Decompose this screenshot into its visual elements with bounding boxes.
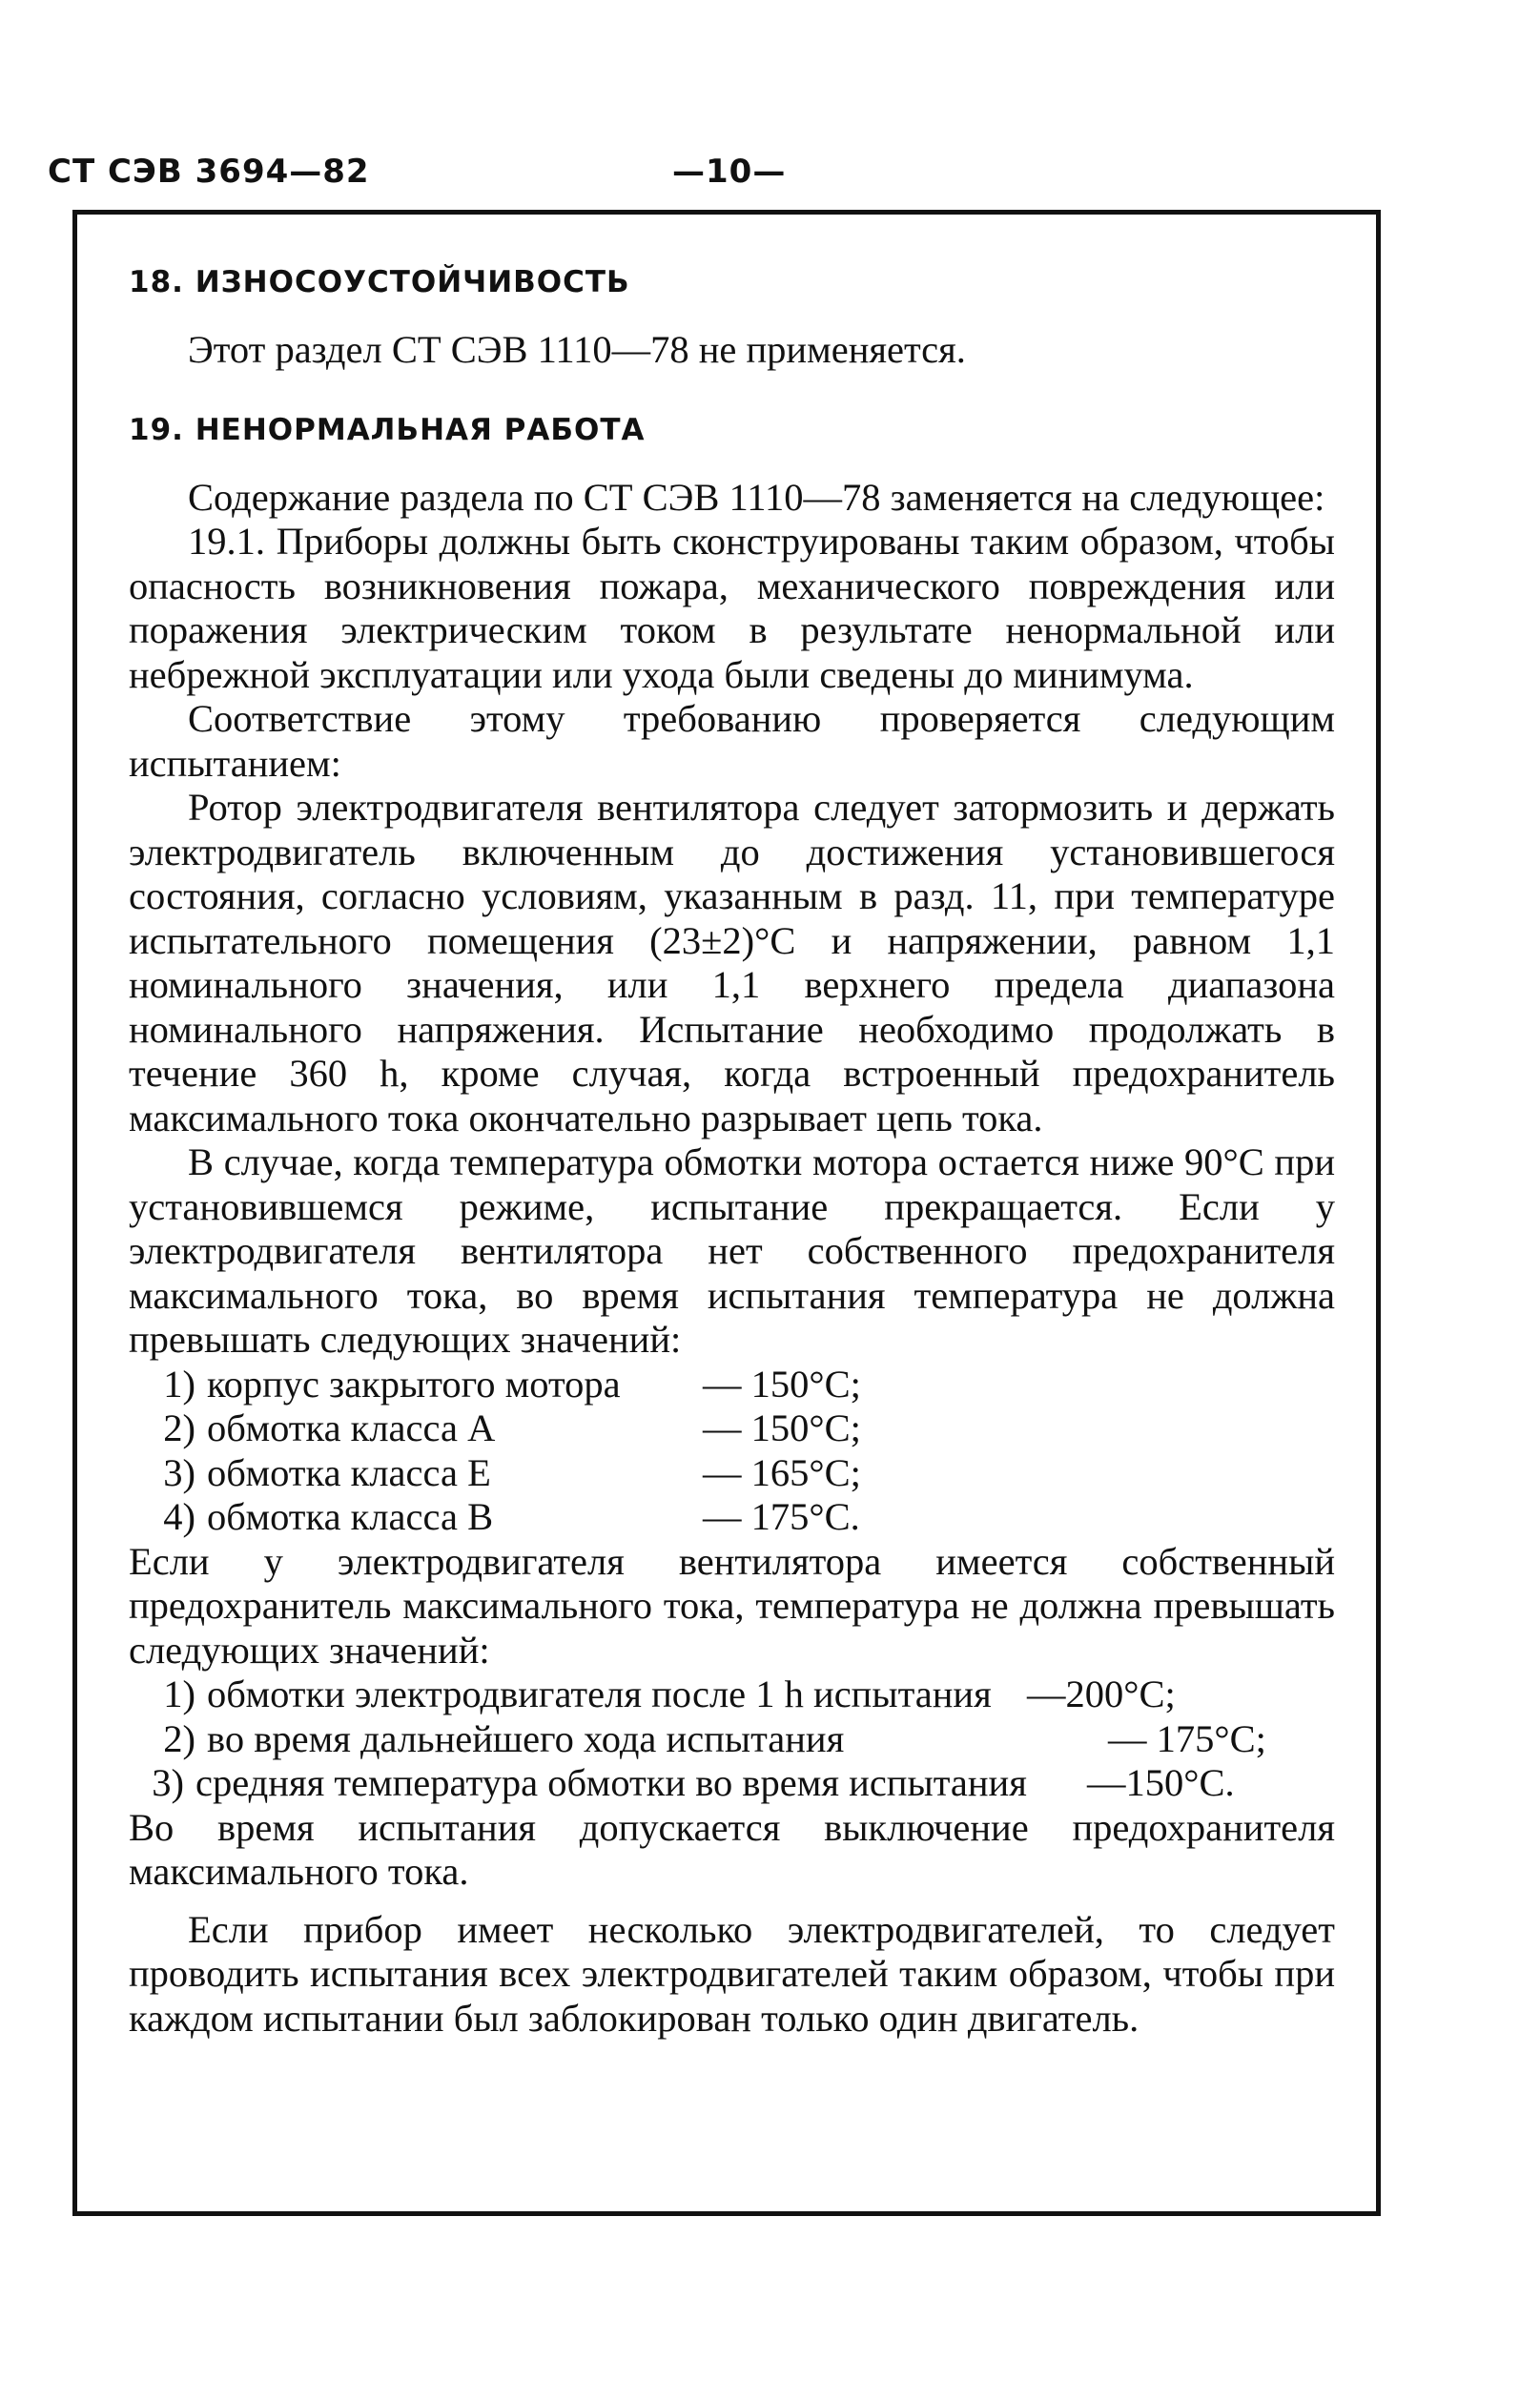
- section-19-intro: Содержание раздела по СТ СЭВ 1110—78 заменяется на следующее:: [188, 475, 1325, 519]
- list-item: 2) во время дальнейшего хода испытания — 175°C;: [163, 1716, 1266, 1760]
- compliance-text: Соответствие этому требованию проверяется следующим испытанием:: [129, 697, 1335, 785]
- section-19-heading: 19. НЕНОРМАЛЬНАЯ РАБОТА: [129, 412, 646, 447]
- clause-19-1: 19.1. Приборы должны быть сконструированы таким образом, чтобы опасность возникновения пожара, механического повреждения или поражения электрическим током в результате ненормальной или небрежной эксплуатации или ухода были сведены до минимума.: [129, 520, 1335, 696]
- page-number: —10—: [672, 153, 787, 191]
- running-head: [48, 153, 1402, 210]
- page-content: [129, 250, 1335, 2041]
- document-code: СТ СЭВ 3694—82: [48, 153, 370, 191]
- list-item: 3) средняя температура обмотки во время испытания —150°C.: [152, 1761, 1235, 1804]
- list-item: 4) обмотка класса В — 175°C.: [163, 1495, 860, 1538]
- test-procedure-text: Ротор электродвигателя вентилятора следует затормозить и держать электродвигатель включенным до достижения установившегося состояния, согласно условиям, указанным в разд. 11, при температуре испытательного помещения (23±2)°C и напряжении, равном 1,1 номинального значения, или 1,1 верхнего предела диапазона номинального напряжения. Испытание необходимо продолжать в течение 360 h, кроме случая, когда встроенный предохранитель максимального тока окончательно разрывает цепь тока.: [129, 786, 1335, 1139]
- list-item: 3) обмотка класса Е — 165°C;: [163, 1450, 861, 1494]
- list-item: 1) корпус закрытого мотора — 150°C;: [163, 1362, 861, 1406]
- list-item: 2) обмотка класса А — 150°C;: [163, 1406, 861, 1449]
- temperature-condition-text: В случае, когда температура обмотки мотора остается ниже 90°C при установившемся режиме, испытание прекращается. Если у электродвигателя вентилятора нет собственного предохранителя максимального тока, во время испытания температура не должна превышать следующих значений:: [129, 1140, 1335, 1361]
- temperature-list-with-protector: [129, 1673, 1335, 1806]
- multiple-motors-text: Если прибор имеет несколько электродвигателей, то следует проводить испытания всех электродвигателей таким образом, чтобы при каждом испытании был заблокирован только один двигатель.: [129, 1907, 1335, 2040]
- protector-condition-text: Если у электродвигателя вентилятора имеется собственный предохранитель максимального тока, температура не должна превышать следующих значений:: [129, 1539, 1335, 1672]
- list-item: 1) обмотки электродвигателя после 1 h испытания —200°C;: [163, 1673, 1176, 1715]
- section-18-heading: 18. ИЗНОСОУСТОЙЧИВОСТЬ: [129, 265, 630, 299]
- temperature-list-no-protector: [129, 1363, 1335, 1540]
- section-18-text: Этот раздел СТ СЭВ 1110—78 не применяется.: [188, 328, 966, 371]
- protector-switchoff-text: Во время испытания допускается выключение предохранителя максимального тока.: [129, 1805, 1335, 1893]
